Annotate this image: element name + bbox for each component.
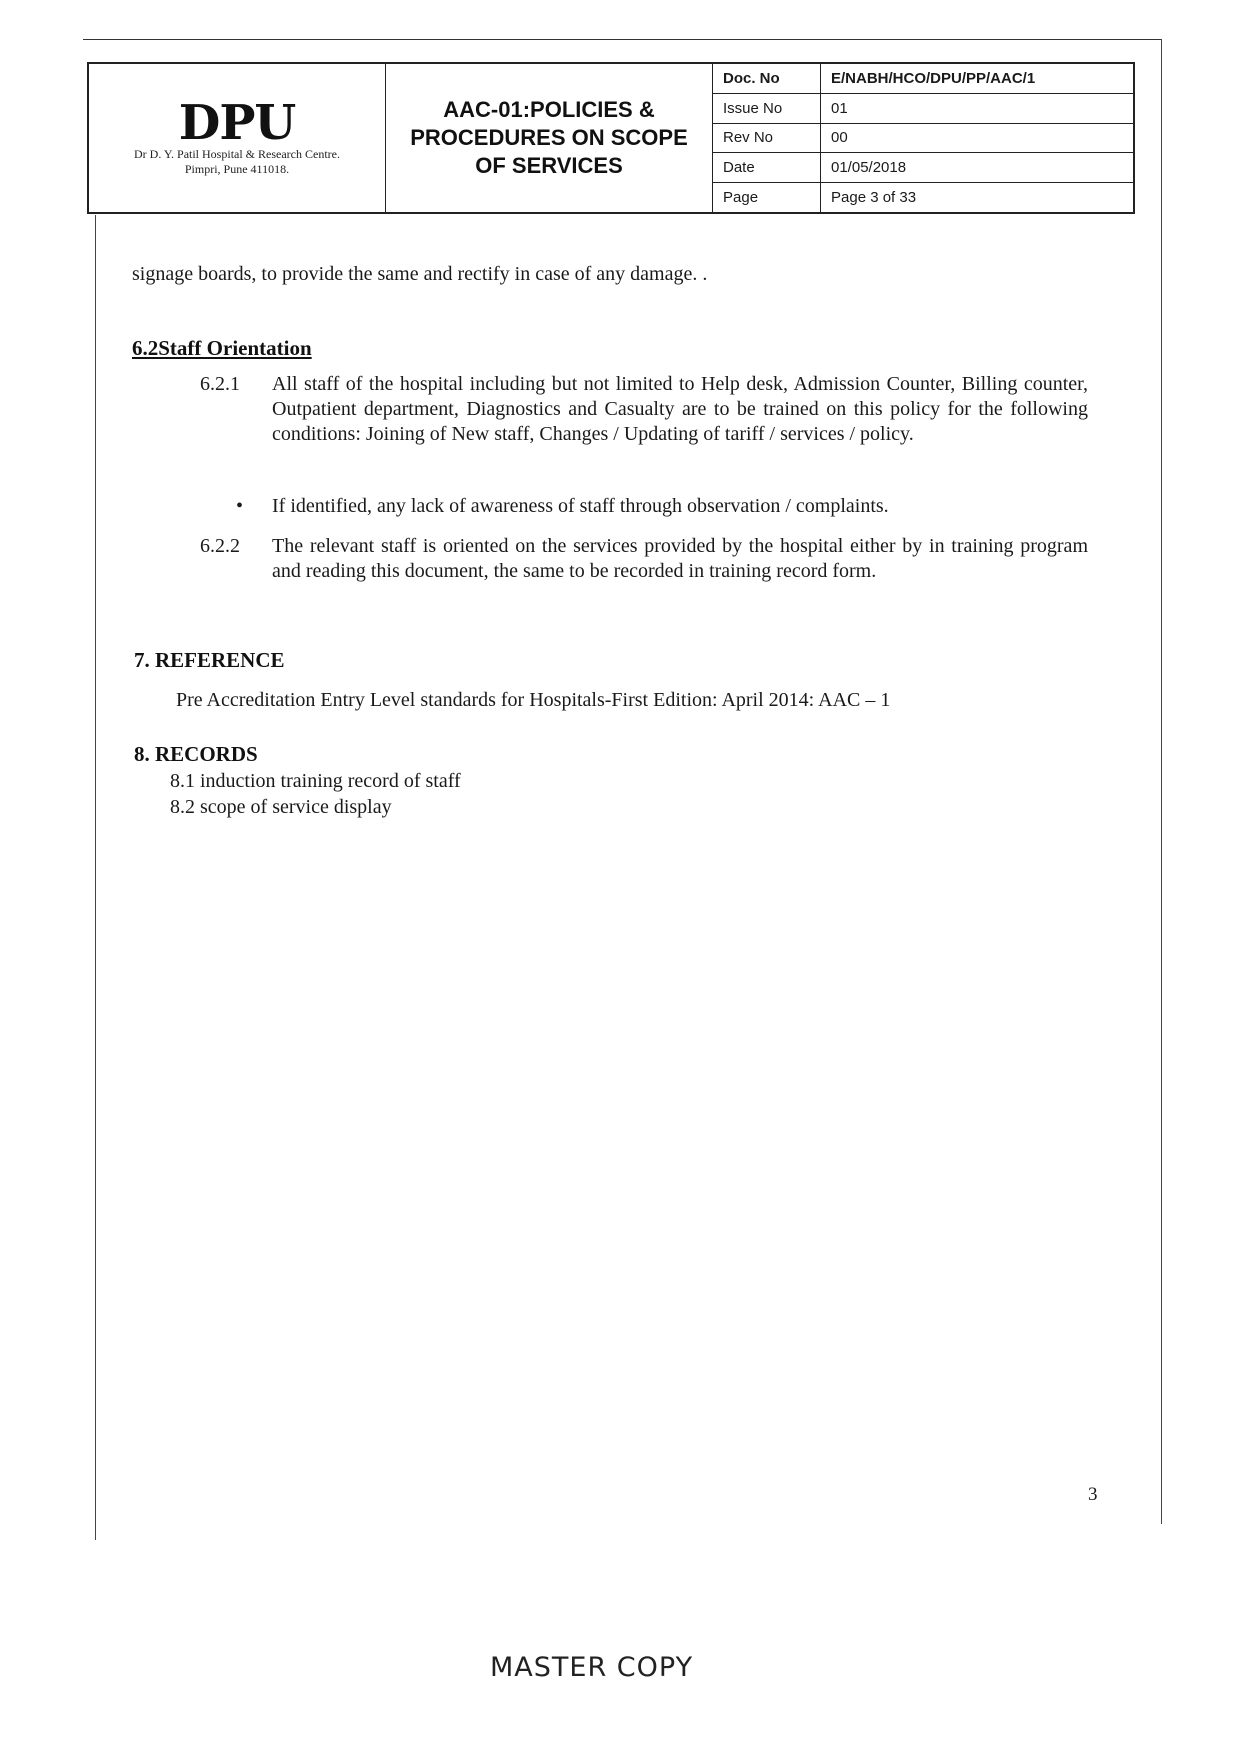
document-title-cell	[386, 64, 713, 212]
reference-text: Pre Accreditation Entry Level standards for Hospitals-First Edition: April 2014: AAC – 1	[176, 689, 891, 711]
document-meta-table	[713, 64, 1133, 212]
meta-key: Date	[713, 153, 821, 182]
meta-row-rev-no	[713, 124, 1133, 154]
dpu-logo: DPU	[178, 95, 296, 151]
meta-row-doc-no	[713, 64, 1133, 94]
frame-line-right	[1161, 39, 1162, 1524]
list-item	[236, 494, 1086, 519]
records-item: 8.2 scope of service display	[170, 796, 392, 818]
section-heading-8: 8. RECORDS	[134, 742, 258, 766]
hospital-address: Pimpri, Pune 411018.	[184, 162, 290, 176]
frame-line-left	[95, 215, 96, 1540]
frame-line-top	[83, 39, 1161, 40]
records-item: 8.1 induction training record of staff	[170, 770, 461, 792]
meta-row-page	[713, 183, 1133, 212]
meta-key: Issue No	[713, 94, 821, 123]
item-6-2-2	[200, 534, 1088, 584]
item-6-2-1	[200, 372, 1088, 447]
meta-key: Page	[713, 183, 821, 212]
meta-key: Doc. No	[713, 64, 821, 93]
section-heading-7: 7. REFERENCE	[134, 648, 285, 672]
item-text: The relevant staff is oriented on the services provided by the hospital either by in training program and reading this document, the same to be recorded in training record form.	[272, 535, 1088, 582]
bullet-text: If identified, any lack of awareness of staff through observation / complaints.	[272, 495, 889, 517]
hospital-name: Dr D. Y. Patil Hospital & Research Centre.	[134, 147, 340, 161]
item-number: 6.2.2	[200, 535, 240, 557]
meta-value: E/NABH/HCO/DPU/PP/AAC/1	[831, 69, 1036, 87]
meta-row-issue-no	[713, 94, 1133, 124]
item-text: All staff of the hospital including but not limited to Help desk, Admission Counter, Billing counter, Outpatient department, Diagnostics and Casualty are to be trained on this policy for the following conditions: Joining of New staff, Changes / Updating of tariff / services / policy.	[272, 373, 1088, 445]
meta-key: Rev No	[713, 124, 821, 153]
document-header	[87, 62, 1135, 214]
intro-line: signage boards, to provide the same and rectify in case of any damage. .	[132, 263, 708, 285]
meta-value: Page 3 of 33	[831, 189, 917, 207]
meta-value: 01	[831, 99, 848, 117]
bullet-icon: •	[236, 495, 244, 517]
meta-row-date	[713, 153, 1133, 183]
document-title: AAC-01:POLICIES & PROCEDURES ON SCOPE OF SERVICES	[410, 97, 688, 178]
section-heading-6-2: 6.2Staff Orientation	[132, 336, 312, 360]
hospital-logo-block	[89, 64, 386, 212]
meta-value: 01/05/2018	[831, 159, 907, 177]
item-number: 6.2.1	[200, 373, 240, 395]
master-copy-stamp: MASTER COPY	[490, 1652, 694, 1683]
page-number: 3	[1088, 1484, 1098, 1505]
meta-value: 00	[831, 129, 848, 147]
